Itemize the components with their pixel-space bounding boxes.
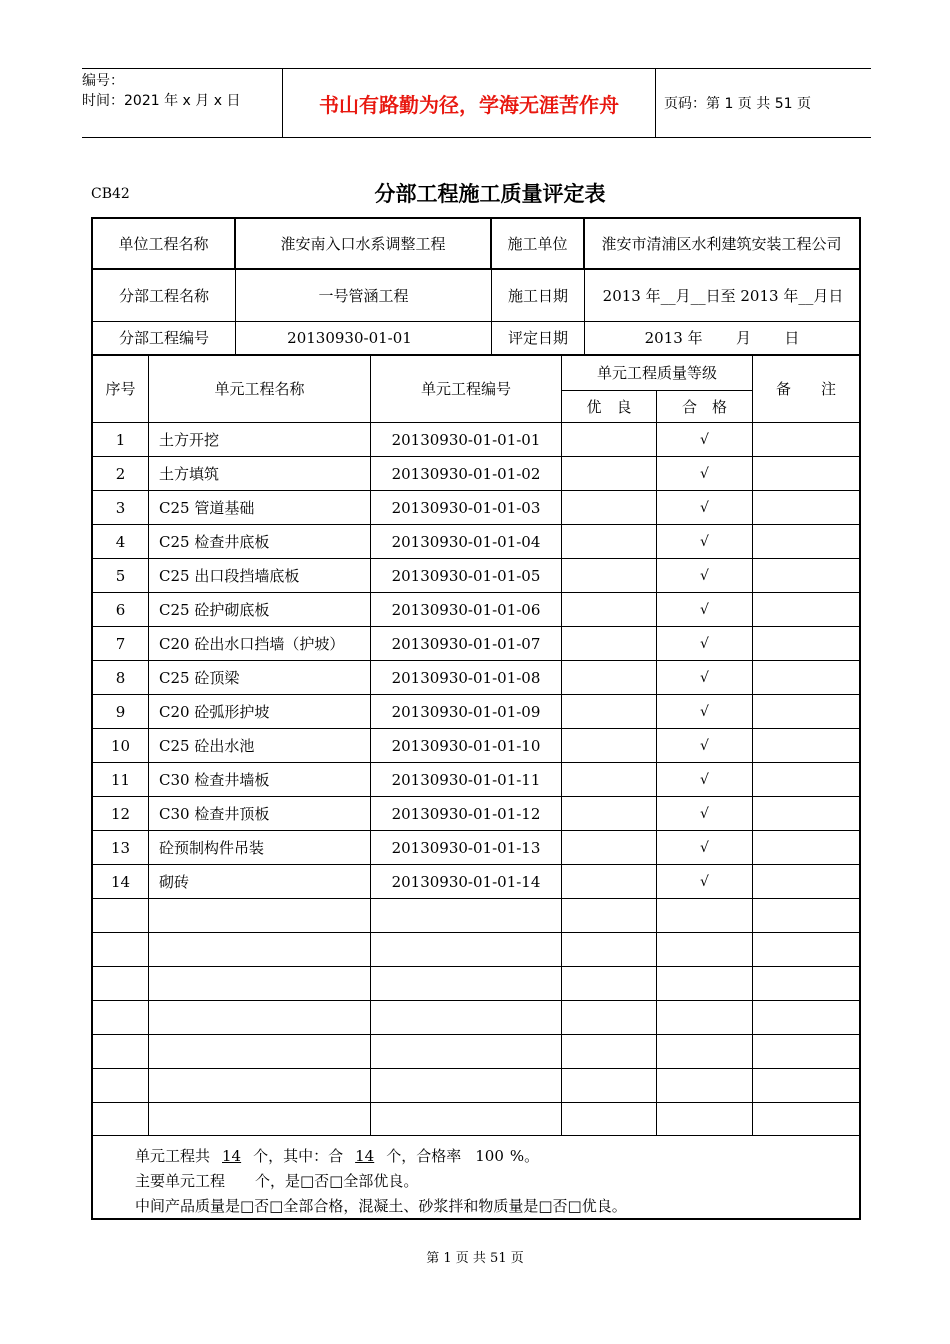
row-seq: 1 [115,430,126,449]
row-remark [753,1035,859,1068]
row-name: C30 检查井顶板 [159,804,270,823]
row-pass: √ [700,533,709,550]
row-code: 20130930-01-01-02 [391,464,541,483]
row-seq: 2 [115,464,126,483]
row-seq [93,1001,148,1034]
row-name: C25 管道基础 [159,498,255,517]
row-seq: 3 [115,498,126,517]
row-seq: 7 [115,634,126,653]
row-remark [753,627,859,660]
row-seq: 10 [110,736,131,755]
col-seq-header: 序号 [105,380,136,398]
row-pass [657,1103,752,1136]
row-name: C30 检查井墙板 [159,770,270,789]
row-excellent [562,967,656,1000]
row-name: 土方开挖 [159,430,220,449]
row-remark [753,729,859,762]
col-remark-header: 备 注 [775,380,836,398]
row-pass [657,1001,752,1034]
code-label: 分部工程编号 [118,329,209,347]
row-code [371,1035,561,1068]
unit-project-value: 淮安南入口水系调整工程 [280,234,446,253]
eval-date-label: 评定日期 [507,329,568,347]
header-meta [82,69,282,139]
row-code [371,1103,561,1136]
row-name [149,933,370,966]
row-code [371,1001,561,1034]
row-excellent [562,797,656,830]
row-pass [657,1035,752,1068]
row-code: 20130930-01-01-01 [391,430,541,449]
row-pass: √ [700,499,709,516]
col-code-header: 单元工程编号 [420,380,511,398]
row-pass: √ [700,601,709,618]
row-excellent [562,1035,656,1068]
summary-line-2: 主要单元工程 个，是□否□全部优良。 [135,1172,419,1190]
form-code: CB42 [91,186,130,202]
row-excellent [562,1103,656,1136]
row-code: 20130930-01-01-11 [391,770,541,789]
row-name [149,967,370,1000]
row-name: C25 砼出水池 [159,736,255,755]
col-name-header: 单元工程名称 [214,380,305,398]
row-remark [753,661,859,694]
row-excellent [562,899,656,932]
row-excellent [562,593,656,626]
row-remark [753,899,859,932]
header-divider [655,69,656,137]
row-seq [93,1069,148,1102]
row-code: 20130930-01-01-03 [391,498,541,517]
header-motto: 书山有路勤为径，学海无涯苦作舟 [319,92,619,117]
row-remark [753,933,859,966]
page-title: 分部工程施工质量评定表 [374,182,606,206]
contractor-label: 施工单位 [507,234,568,253]
row-pass [657,1069,752,1102]
row-seq [93,1103,148,1136]
row-remark [753,1001,859,1034]
row-seq [93,1035,148,1068]
date-label: 施工日期 [507,286,568,305]
row-code [371,899,561,932]
row-excellent [562,695,656,728]
row-code: 20130930-01-01-09 [391,702,541,721]
division-value: 一号管涵工程 [318,286,409,305]
row-remark [753,865,859,898]
col-pass-header: 合 格 [681,397,727,416]
row-seq: 13 [110,838,131,857]
row-excellent [562,1069,656,1102]
row-excellent [562,491,656,524]
row-remark [753,457,859,490]
summary-text: 个，合格率 [386,1147,462,1165]
time-label: 时间：2021 年 x 月 x 日 [82,93,241,109]
row-remark [753,559,859,592]
contractor-value: 淮安市清浦区水利建筑安装工程公司 [601,234,842,253]
row-name: C25 出口段挡墙底板 [159,566,300,585]
row-excellent [562,457,656,490]
row-remark [753,831,859,864]
row-code: 20130930-01-01-14 [391,872,541,891]
summary-text: 单元工程共 [135,1147,211,1165]
row-remark [753,491,859,524]
row-pass: √ [700,669,709,686]
code-value: 20130930-01-01 [287,329,412,347]
row-remark [753,593,859,626]
row-pass: √ [700,839,709,856]
row-seq [93,899,148,932]
col-excellent-header: 优 良 [586,397,632,416]
row-name [149,899,370,932]
row-remark [753,1069,859,1102]
summary-text: 个，其中：合 [253,1147,344,1165]
unit-project-label: 单位工程名称 [118,234,209,253]
row-name: C25 检查井底板 [159,532,270,551]
row-remark [753,525,859,558]
row-name: C25 砼顶梁 [159,668,240,687]
header-page-label: 页码：第 1 页 共 51 页 [664,96,811,112]
row-excellent [562,831,656,864]
row-code: 20130930-01-01-12 [391,804,541,823]
eval-date-value: 2013 年 月 日 [644,329,800,347]
row-remark [753,797,859,830]
summary-line-1 [135,1146,539,1166]
row-excellent [562,525,656,558]
row-name [149,1035,370,1068]
row-pass [657,899,752,932]
page-header [82,68,871,138]
row-remark [753,423,859,456]
row-pass: √ [700,873,709,890]
row-code: 20130930-01-01-13 [391,838,541,857]
row-pass [657,967,752,1000]
row-pass: √ [700,635,709,652]
row-pass: √ [700,805,709,822]
row-seq: 8 [115,668,126,687]
pass-count: 14 [355,1147,375,1165]
row-pass: √ [700,703,709,720]
row-remark [753,967,859,1000]
pass-rate: 100 [475,1147,504,1165]
total-count: 14 [222,1147,242,1165]
row-code: 20130930-01-01-07 [391,634,541,653]
row-code [371,933,561,966]
row-name: 砼预制构件吊装 [159,838,265,857]
row-code: 20130930-01-01-05 [391,566,541,585]
row-seq: 4 [115,532,126,551]
date-value: 2013 年__月__日至 2013 年__月日 [602,286,844,305]
row-remark [753,1103,859,1136]
row-seq: 5 [115,566,126,585]
row-excellent [562,865,656,898]
row-pass: √ [700,771,709,788]
row-code: 20130930-01-01-06 [391,600,541,619]
summary-text: %。 [509,1147,540,1165]
row-pass: √ [700,431,709,448]
row-name: C20 砼弧形护坡 [159,702,270,721]
col-grade-header: 单元工程质量等级 [596,364,717,382]
row-seq [93,933,148,966]
row-pass: √ [700,567,709,584]
row-pass: √ [700,737,709,754]
row-code: 20130930-01-01-10 [391,736,541,755]
row-name [149,1103,370,1136]
row-excellent [562,763,656,796]
row-code: 20130930-01-01-04 [391,532,541,551]
row-code: 20130930-01-01-08 [391,668,541,687]
row-code [371,967,561,1000]
row-seq: 11 [110,770,131,789]
row-seq: 9 [115,702,126,721]
rule [91,1135,861,1136]
division-label: 分部工程名称 [118,286,209,305]
row-seq: 6 [115,600,126,619]
row-remark [753,695,859,728]
rule [583,217,585,269]
row-name: 砌砖 [159,872,190,891]
row-excellent [562,627,656,660]
row-code [371,1069,561,1102]
row-name: C20 砼出水口挡墙（护坡） [159,634,345,653]
row-pass: √ [700,465,709,482]
row-remark [753,763,859,796]
row-excellent [562,423,656,456]
row-excellent [562,933,656,966]
row-name [149,1001,370,1034]
row-excellent [562,559,656,592]
page-footer: 第 1 页 共 51 页 [426,1251,524,1266]
row-pass [657,933,752,966]
row-seq: 14 [110,872,131,891]
number-label: 编号： [82,73,124,89]
summary-line-3: 中间产品质量是□否□全部合格，混凝土、砂浆拌和物质量是□否□优良。 [135,1197,627,1215]
row-excellent [562,729,656,762]
row-name: C25 砼护砌底板 [159,600,270,619]
row-seq: 12 [110,804,131,823]
row-excellent [562,1001,656,1034]
row-seq [93,967,148,1000]
row-name [149,1069,370,1102]
row-excellent [562,661,656,694]
row-name: 土方填筑 [159,464,220,483]
